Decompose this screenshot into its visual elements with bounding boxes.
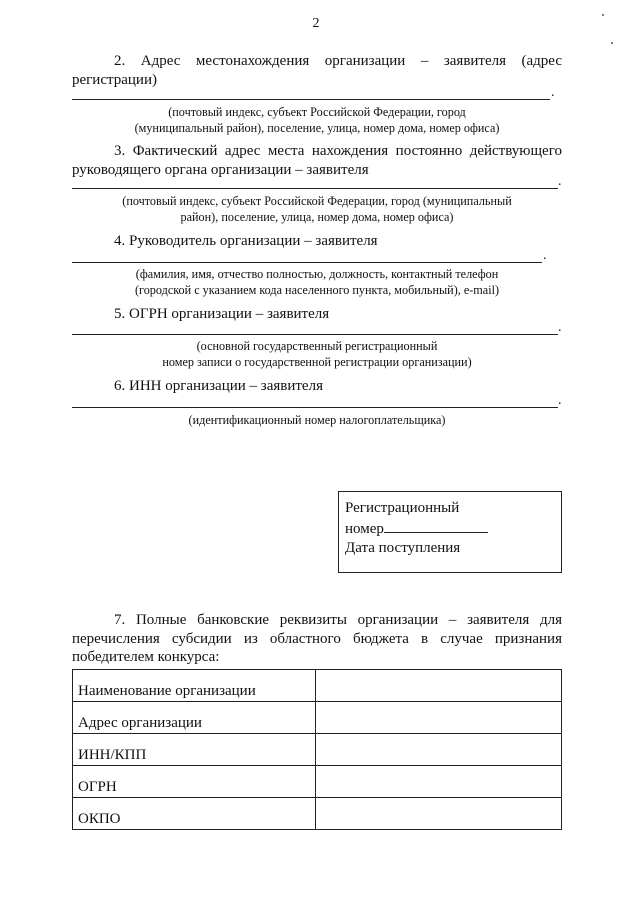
section-5-fill-end: . (558, 320, 562, 335)
receipt-date-label: Дата поступления (345, 540, 461, 556)
section-3-hint-line2: район), поселение, улица, номер дома, номер офиса) (180, 210, 454, 224)
section-7-line1: 7. Полные банковские реквизиты организации – заявителя для (114, 612, 562, 628)
section-2-heading-line2: регистрации) (72, 72, 157, 88)
section-5-fill-line[interactable] (72, 334, 558, 335)
bank-row-value[interactable] (316, 798, 562, 830)
section-4-fill-end: . (543, 248, 547, 263)
table-row (73, 798, 562, 830)
section-4-fill-line[interactable] (72, 262, 542, 263)
section-5-heading: 5. ОГРН организации – заявителя (114, 306, 330, 322)
section-2-fill-line[interactable] (72, 99, 550, 100)
scan-speck (602, 14, 604, 16)
bank-row-label: ОГРН (73, 766, 316, 798)
section-2-hint-line1: (почтовый индекс, субъект Российской Федерации, город (168, 105, 466, 119)
section-2-hint-line2: (муниципальный район), поселение, улица, номер дома, номер офиса) (134, 121, 500, 135)
bank-row-value[interactable] (316, 734, 562, 766)
bank-row-label: ОКПО (73, 798, 316, 830)
section-2-fill-end: . (551, 85, 555, 100)
section-3-fill-end: . (558, 174, 562, 189)
section-7-line2: перечисления субсидии из областного бюджета в случае признания (72, 631, 562, 647)
section-6-hint-line1: (идентификационный номер налогоплательщика) (188, 413, 446, 427)
section-7-line3: победителем конкурса: (72, 649, 220, 665)
section-6-heading: 6. ИНН организации – заявителя (114, 378, 323, 394)
table-row (73, 670, 562, 702)
section-6-fill-end: . (558, 393, 562, 408)
bank-row-value[interactable] (316, 670, 562, 702)
section-4-hint-line2: (городской с указанием кода населенного пункта, мобильный), e-mail) (134, 283, 500, 297)
table-row (73, 766, 562, 798)
registration-box (338, 491, 562, 573)
section-6-fill-line[interactable] (72, 407, 558, 408)
section-4-heading: 4. Руководитель организации – заявителя (114, 233, 378, 249)
section-5-hint-line1: (основной государственный регистрационный (196, 339, 438, 353)
section-2-heading-line1: 2. Адрес местонахождения организации – заявителя (адрес (114, 53, 562, 69)
bank-row-label: Наименование организации (73, 670, 316, 702)
reg-number-label-2: номер (345, 521, 384, 537)
section-5-hint-line2: номер записи о государственной регистрации организации) (162, 355, 472, 369)
bank-row-label: Адрес организации (73, 702, 316, 734)
section-3-heading-line1: 3. Фактический адрес места нахождения постоянно действующего (114, 143, 562, 159)
receipt-date-field[interactable] (347, 558, 493, 573)
page-number: 2 (312, 16, 320, 31)
reg-number-field[interactable] (384, 518, 488, 533)
bank-row-label: ИНН/КПП (73, 734, 316, 766)
receipt-date-row (345, 558, 561, 574)
reg-number-row (345, 518, 561, 539)
section-3-heading-line2: руководящего органа организации – заявителя (72, 162, 369, 178)
bank-row-value[interactable] (316, 702, 562, 734)
section-4-hint-line1: (фамилия, имя, отчество полностью, должность, контактный телефон (135, 267, 499, 281)
section-3-fill-line[interactable] (72, 188, 558, 189)
table-row (73, 702, 562, 734)
table-row (73, 734, 562, 766)
section-3-hint-line1: (почтовый индекс, субъект Российской Федерации, город (муниципальный (122, 194, 512, 208)
scan-speck (611, 42, 613, 44)
bank-details-table (72, 669, 562, 830)
reg-number-label: Регистрационный (345, 500, 460, 516)
bank-row-value[interactable] (316, 766, 562, 798)
